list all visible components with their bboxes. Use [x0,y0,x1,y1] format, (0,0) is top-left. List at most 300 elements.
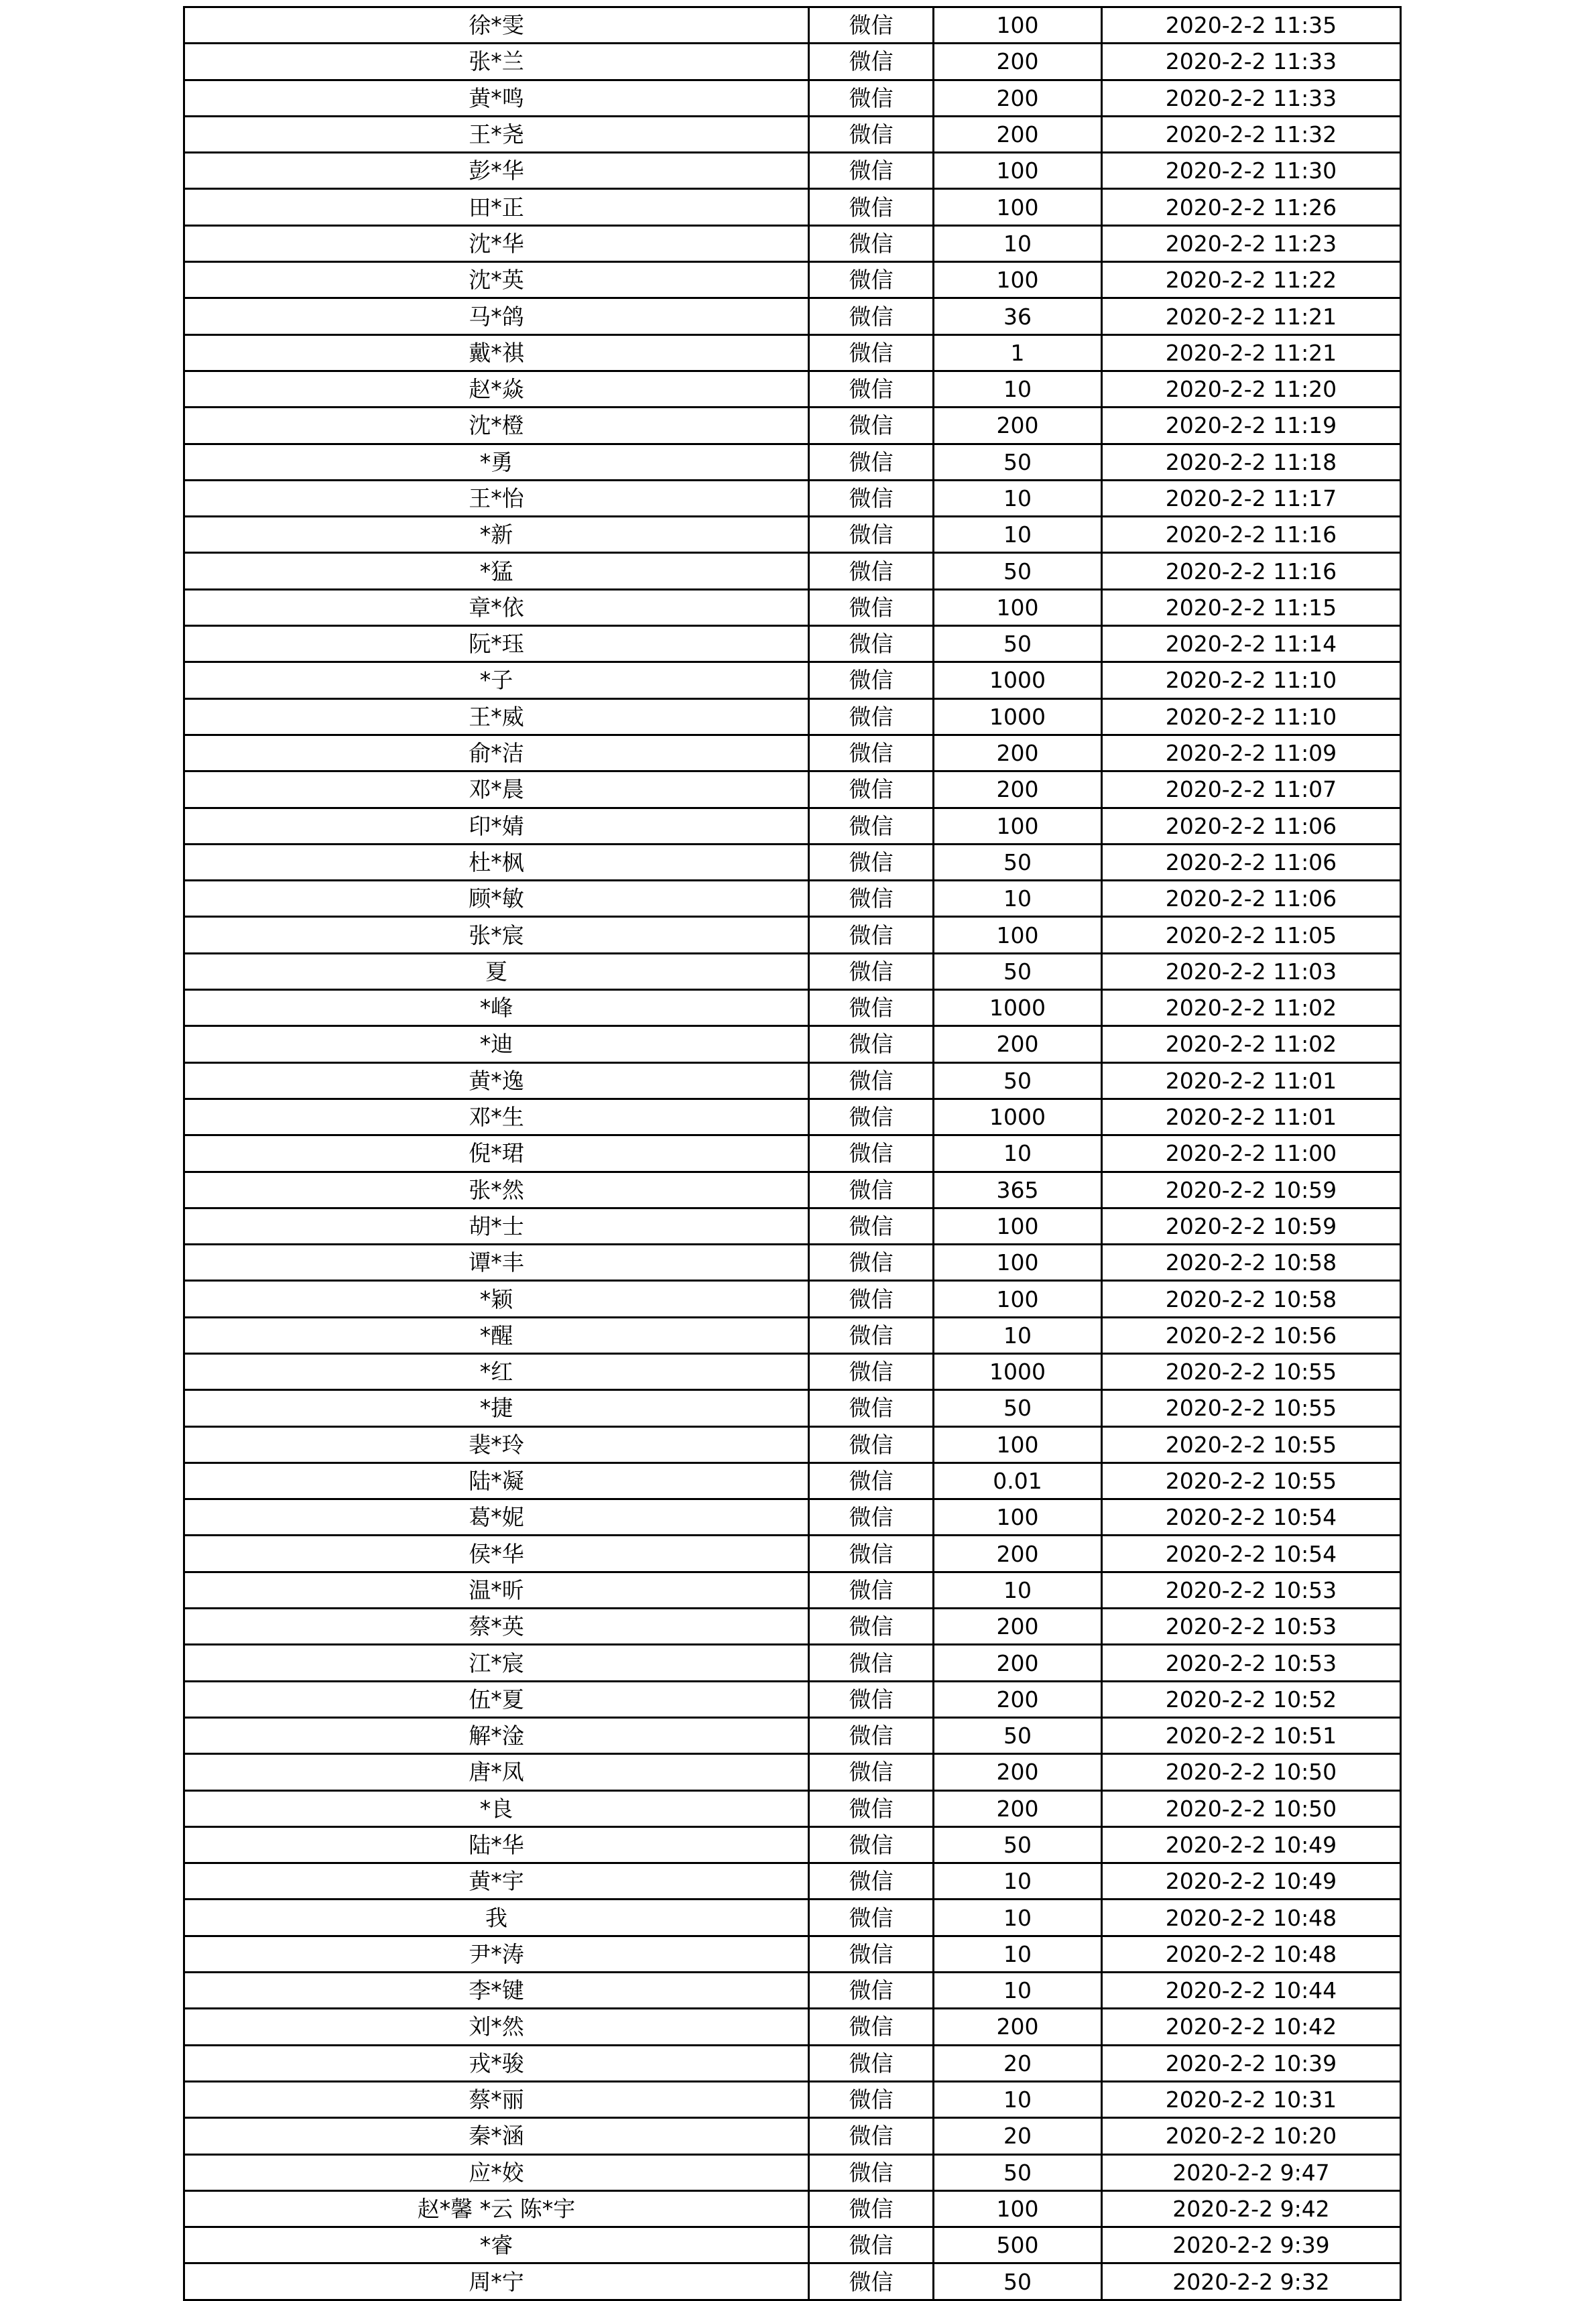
amount-cell: 10 [934,371,1102,407]
amount-cell: 50 [934,444,1102,480]
time-cell: 2020-2-2 11:33 [1102,80,1401,116]
time-cell: 2020-2-2 10:20 [1102,2118,1401,2154]
amount-cell: 500 [934,2227,1102,2263]
amount-cell: 0.01 [934,1463,1102,1499]
payment-method-cell: 微信 [809,1208,934,1244]
amount-cell: 10 [934,517,1102,553]
payment-method-cell: 微信 [809,881,934,917]
amount-cell: 200 [934,1790,1102,1826]
time-cell: 2020-2-2 11:03 [1102,953,1401,989]
table-row [184,1900,1401,1936]
donor-name-cell: *猛 [184,553,809,589]
payment-method-cell: 微信 [809,1717,934,1753]
time-cell: 2020-2-2 9:39 [1102,2227,1401,2263]
time-cell: 2020-2-2 10:54 [1102,1499,1401,1536]
amount-cell: 1000 [934,1353,1102,1389]
table-row [184,553,1401,589]
donation-table-body [184,7,1401,2300]
table-row [184,1099,1401,1135]
time-cell: 2020-2-2 11:06 [1102,881,1401,917]
time-cell: 2020-2-2 9:32 [1102,2263,1401,2300]
table-row [184,1463,1401,1499]
time-cell: 2020-2-2 11:16 [1102,517,1401,553]
amount-cell: 50 [934,2154,1102,2190]
table-row [184,371,1401,407]
table-row [184,225,1401,261]
time-cell: 2020-2-2 11:14 [1102,626,1401,662]
amount-cell: 20 [934,2045,1102,2081]
table-row [184,262,1401,298]
table-row [184,844,1401,880]
table-row [184,917,1401,953]
payment-method-cell: 微信 [809,225,934,261]
payment-method-cell: 微信 [809,80,934,116]
table-row [184,1681,1401,1717]
payment-method-cell: 微信 [809,1754,934,1790]
payment-method-cell: 微信 [809,1609,934,1645]
table-row [184,7,1401,44]
payment-method-cell: 微信 [809,1245,934,1281]
payment-method-cell: 微信 [809,1135,934,1172]
amount-cell: 10 [934,1973,1102,2009]
time-cell: 2020-2-2 11:01 [1102,1062,1401,1099]
amount-cell: 200 [934,44,1102,80]
table-row [184,1426,1401,1463]
table-row [184,2227,1401,2263]
table-row [184,2154,1401,2190]
payment-method-cell: 微信 [809,1536,934,1572]
time-cell: 2020-2-2 11:17 [1102,480,1401,516]
amount-cell: 10 [934,881,1102,917]
time-cell: 2020-2-2 10:53 [1102,1645,1401,1681]
amount-cell: 36 [934,298,1102,334]
donor-name-cell: 杜*枫 [184,844,809,880]
time-cell: 2020-2-2 10:53 [1102,1572,1401,1608]
table-row [184,1973,1401,2009]
table-row [184,1717,1401,1753]
payment-method-cell: 微信 [809,1172,934,1208]
table-row [184,2118,1401,2154]
table-row [184,153,1401,189]
amount-cell: 100 [934,1281,1102,1317]
amount-cell: 50 [934,1717,1102,1753]
table-row [184,1317,1401,1353]
time-cell: 2020-2-2 10:55 [1102,1390,1401,1426]
time-cell: 2020-2-2 10:44 [1102,1973,1401,2009]
amount-cell: 100 [934,153,1102,189]
time-cell: 2020-2-2 10:59 [1102,1172,1401,1208]
payment-method-cell: 微信 [809,2154,934,2190]
amount-cell: 100 [934,2190,1102,2227]
time-cell: 2020-2-2 11:02 [1102,1026,1401,1062]
amount-cell: 10 [934,1900,1102,1936]
time-cell: 2020-2-2 11:20 [1102,371,1401,407]
table-row [184,1062,1401,1099]
time-cell: 2020-2-2 10:54 [1102,1536,1401,1572]
time-cell: 2020-2-2 10:39 [1102,2045,1401,2081]
payment-method-cell: 微信 [809,626,934,662]
donor-name-cell: *子 [184,662,809,698]
time-cell: 2020-2-2 10:52 [1102,1681,1401,1717]
amount-cell: 200 [934,408,1102,444]
payment-method-cell: 微信 [809,1426,934,1463]
table-row [184,1936,1401,1972]
payment-method-cell: 微信 [809,262,934,298]
amount-cell: 50 [934,1062,1102,1099]
payment-method-cell: 微信 [809,1317,934,1353]
donor-name-cell: 江*宸 [184,1645,809,1681]
table-row [184,1572,1401,1608]
donor-name-cell: *红 [184,1353,809,1389]
table-row [184,408,1401,444]
donor-name-cell: 戴*祺 [184,334,809,371]
donor-name-cell: *峰 [184,990,809,1026]
table-row [184,444,1401,480]
donor-name-cell: 沈*英 [184,262,809,298]
time-cell: 2020-2-2 11:02 [1102,990,1401,1026]
table-row [184,334,1401,371]
payment-method-cell: 微信 [809,698,934,735]
time-cell: 2020-2-2 11:01 [1102,1099,1401,1135]
time-cell: 2020-2-2 10:55 [1102,1353,1401,1389]
amount-cell: 200 [934,771,1102,808]
payment-method-cell: 微信 [809,1936,934,1972]
donor-name-cell: *颖 [184,1281,809,1317]
payment-method-cell: 微信 [809,2081,934,2117]
donor-name-cell: 陆*华 [184,1826,809,1863]
payment-method-cell: 微信 [809,1645,934,1681]
payment-method-cell: 微信 [809,2118,934,2154]
time-cell: 2020-2-2 11:19 [1102,408,1401,444]
amount-cell: 50 [934,626,1102,662]
table-row [184,1208,1401,1244]
time-cell: 2020-2-2 11:21 [1102,334,1401,371]
table-row [184,771,1401,808]
payment-method-cell: 微信 [809,2263,934,2300]
table-row [184,953,1401,989]
time-cell: 2020-2-2 10:58 [1102,1245,1401,1281]
payment-method-cell: 微信 [809,1973,934,2009]
time-cell: 2020-2-2 10:48 [1102,1900,1401,1936]
time-cell: 2020-2-2 10:51 [1102,1717,1401,1753]
time-cell: 2020-2-2 11:07 [1102,771,1401,808]
table-row [184,1135,1401,1172]
donor-name-cell: 赵*焱 [184,371,809,407]
payment-method-cell: 微信 [809,189,934,225]
amount-cell: 100 [934,589,1102,625]
table-row [184,2190,1401,2227]
donor-name-cell: 秦*涵 [184,2118,809,2154]
donor-name-cell: 我 [184,1900,809,1936]
payment-method-cell: 微信 [809,990,934,1026]
amount-cell: 50 [934,2263,1102,2300]
time-cell: 2020-2-2 10:53 [1102,1609,1401,1645]
time-cell: 2020-2-2 11:09 [1102,735,1401,771]
donor-name-cell: 李*键 [184,1973,809,2009]
donor-name-cell: 尹*涛 [184,1936,809,1972]
payment-method-cell: 微信 [809,1681,934,1717]
payment-method-cell: 微信 [809,771,934,808]
donor-name-cell: *良 [184,1790,809,1826]
amount-cell: 100 [934,808,1102,844]
table-row [184,1863,1401,1900]
table-row [184,2081,1401,2117]
amount-cell: 100 [934,1245,1102,1281]
payment-method-cell: 微信 [809,1572,934,1608]
payment-method-cell: 微信 [809,1390,934,1426]
donor-name-cell: *勇 [184,444,809,480]
payment-method-cell: 微信 [809,444,934,480]
table-row [184,2263,1401,2300]
payment-method-cell: 微信 [809,808,934,844]
table-row [184,735,1401,771]
amount-cell: 10 [934,480,1102,516]
payment-method-cell: 微信 [809,7,934,44]
donor-name-cell: 周*宁 [184,2263,809,2300]
donor-name-cell: 顾*敏 [184,881,809,917]
table-row [184,1026,1401,1062]
time-cell: 2020-2-2 11:33 [1102,44,1401,80]
donation-table [183,6,1402,2301]
payment-method-cell: 微信 [809,2045,934,2081]
amount-cell: 10 [934,2081,1102,2117]
donor-name-cell: *捷 [184,1390,809,1426]
table-row [184,1790,1401,1826]
time-cell: 2020-2-2 11:15 [1102,589,1401,625]
time-cell: 2020-2-2 11:00 [1102,1135,1401,1172]
donor-name-cell: 沈*橙 [184,408,809,444]
time-cell: 2020-2-2 10:31 [1102,2081,1401,2117]
donor-name-cell: 邓*晨 [184,771,809,808]
table-row [184,990,1401,1026]
time-cell: 2020-2-2 11:23 [1102,225,1401,261]
amount-cell: 100 [934,917,1102,953]
donor-name-cell: 沈*华 [184,225,809,261]
amount-cell: 1000 [934,698,1102,735]
amount-cell: 200 [934,80,1102,116]
donor-name-cell: 侯*华 [184,1536,809,1572]
time-cell: 2020-2-2 11:35 [1102,7,1401,44]
donor-name-cell: 葛*妮 [184,1499,809,1536]
payment-method-cell: 微信 [809,1062,934,1099]
amount-cell: 100 [934,1499,1102,1536]
donor-name-cell: 陆*凝 [184,1463,809,1499]
time-cell: 2020-2-2 11:32 [1102,116,1401,152]
donor-name-cell: 伍*夏 [184,1681,809,1717]
amount-cell: 10 [934,1572,1102,1608]
payment-method-cell: 微信 [809,1026,934,1062]
payment-method-cell: 微信 [809,735,934,771]
donor-name-cell: 张*宸 [184,917,809,953]
amount-cell: 20 [934,2118,1102,2154]
amount-cell: 50 [934,844,1102,880]
amount-cell: 1000 [934,662,1102,698]
time-cell: 2020-2-2 11:06 [1102,808,1401,844]
donor-name-cell: 彭*华 [184,153,809,189]
payment-method-cell: 微信 [809,480,934,516]
payment-method-cell: 微信 [809,298,934,334]
payment-method-cell: 微信 [809,589,934,625]
payment-method-cell: 微信 [809,553,934,589]
time-cell: 2020-2-2 10:49 [1102,1826,1401,1863]
table-row [184,808,1401,844]
payment-method-cell: 微信 [809,1826,934,1863]
donor-name-cell: *醒 [184,1317,809,1353]
amount-cell: 200 [934,1026,1102,1062]
payment-method-cell: 微信 [809,1790,934,1826]
donor-name-cell: 解*淦 [184,1717,809,1753]
donor-name-cell: 戎*骏 [184,2045,809,2081]
table-row [184,1754,1401,1790]
amount-cell: 200 [934,1754,1102,1790]
donor-name-cell: 印*婧 [184,808,809,844]
donor-name-cell: 张*然 [184,1172,809,1208]
donor-name-cell: 唐*凤 [184,1754,809,1790]
payment-method-cell: 微信 [809,1863,934,1900]
time-cell: 2020-2-2 10:58 [1102,1281,1401,1317]
table-row [184,626,1401,662]
time-cell: 2020-2-2 10:50 [1102,1790,1401,1826]
table-row [184,1353,1401,1389]
amount-cell: 1000 [934,990,1102,1026]
amount-cell: 10 [934,225,1102,261]
table-row [184,1499,1401,1536]
payment-method-cell: 微信 [809,1099,934,1135]
payment-method-cell: 微信 [809,2190,934,2227]
donor-name-cell: 赵*馨 *云 陈*宇 [184,2190,809,2227]
amount-cell: 1 [934,334,1102,371]
donor-name-cell: *迪 [184,1026,809,1062]
donor-name-cell: 刘*然 [184,2009,809,2045]
time-cell: 2020-2-2 11:06 [1102,844,1401,880]
donor-name-cell: 章*依 [184,589,809,625]
table-row [184,298,1401,334]
amount-cell: 10 [934,1135,1102,1172]
amount-cell: 100 [934,1426,1102,1463]
time-cell: 2020-2-2 11:05 [1102,917,1401,953]
payment-method-cell: 微信 [809,44,934,80]
amount-cell: 10 [934,1863,1102,1900]
donor-name-cell: 裴*玲 [184,1426,809,1463]
amount-cell: 100 [934,1208,1102,1244]
donor-name-cell: 田*正 [184,189,809,225]
donor-name-cell: 谭*丰 [184,1245,809,1281]
amount-cell: 50 [934,953,1102,989]
amount-cell: 10 [934,1317,1102,1353]
time-cell: 2020-2-2 10:50 [1102,1754,1401,1790]
donor-name-cell: 黄*逸 [184,1062,809,1099]
payment-method-cell: 微信 [809,953,934,989]
amount-cell: 365 [934,1172,1102,1208]
time-cell: 2020-2-2 11:30 [1102,153,1401,189]
payment-method-cell: 微信 [809,2009,934,2045]
table-row [184,1536,1401,1572]
donor-name-cell: 倪*珺 [184,1135,809,1172]
amount-cell: 50 [934,553,1102,589]
time-cell: 2020-2-2 10:49 [1102,1863,1401,1900]
table-row [184,698,1401,735]
donor-name-cell: 蔡*英 [184,1609,809,1645]
payment-method-cell: 微信 [809,334,934,371]
table-row [184,2045,1401,2081]
table-row [184,1390,1401,1426]
donor-name-cell: 马*鸽 [184,298,809,334]
payment-method-cell: 微信 [809,662,934,698]
time-cell: 2020-2-2 10:55 [1102,1426,1401,1463]
amount-cell: 100 [934,7,1102,44]
payment-method-cell: 微信 [809,116,934,152]
amount-cell: 10 [934,1936,1102,1972]
donor-name-cell: 张*兰 [184,44,809,80]
amount-cell: 200 [934,1536,1102,1572]
donor-name-cell: 王*威 [184,698,809,735]
table-row [184,80,1401,116]
amount-cell: 100 [934,189,1102,225]
time-cell: 2020-2-2 10:56 [1102,1317,1401,1353]
table-row [184,517,1401,553]
table-row [184,480,1401,516]
payment-method-cell: 微信 [809,1353,934,1389]
amount-cell: 50 [934,1390,1102,1426]
table-row [184,1645,1401,1681]
payment-method-cell: 微信 [809,1499,934,1536]
table-row [184,662,1401,698]
table-row [184,2009,1401,2045]
time-cell: 2020-2-2 11:18 [1102,444,1401,480]
payment-method-cell: 微信 [809,844,934,880]
donor-name-cell: 温*昕 [184,1572,809,1608]
table-row [184,589,1401,625]
table-row [184,1281,1401,1317]
time-cell: 2020-2-2 9:42 [1102,2190,1401,2227]
amount-cell: 50 [934,1826,1102,1863]
time-cell: 2020-2-2 11:16 [1102,553,1401,589]
amount-cell: 100 [934,262,1102,298]
time-cell: 2020-2-2 11:21 [1102,298,1401,334]
time-cell: 2020-2-2 10:59 [1102,1208,1401,1244]
table-row [184,189,1401,225]
table-row [184,1172,1401,1208]
table-row [184,44,1401,80]
time-cell: 2020-2-2 10:55 [1102,1463,1401,1499]
donor-name-cell: *睿 [184,2227,809,2263]
payment-method-cell: 微信 [809,917,934,953]
time-cell: 2020-2-2 9:47 [1102,2154,1401,2190]
amount-cell: 200 [934,116,1102,152]
donor-name-cell: 蔡*丽 [184,2081,809,2117]
amount-cell: 200 [934,1609,1102,1645]
payment-method-cell: 微信 [809,408,934,444]
time-cell: 2020-2-2 11:26 [1102,189,1401,225]
table-row [184,1826,1401,1863]
donor-name-cell: *新 [184,517,809,553]
donor-name-cell: 徐*雯 [184,7,809,44]
time-cell: 2020-2-2 11:10 [1102,698,1401,735]
table-row [184,1245,1401,1281]
payment-method-cell: 微信 [809,1281,934,1317]
amount-cell: 200 [934,735,1102,771]
donor-name-cell: 胡*士 [184,1208,809,1244]
donor-name-cell: 黄*宇 [184,1863,809,1900]
donor-name-cell: 夏 [184,953,809,989]
payment-method-cell: 微信 [809,1463,934,1499]
amount-cell: 200 [934,1645,1102,1681]
payment-method-cell: 微信 [809,2227,934,2263]
amount-cell: 1000 [934,1099,1102,1135]
payment-method-cell: 微信 [809,1900,934,1936]
donor-name-cell: 黄*鸣 [184,80,809,116]
amount-cell: 200 [934,1681,1102,1717]
